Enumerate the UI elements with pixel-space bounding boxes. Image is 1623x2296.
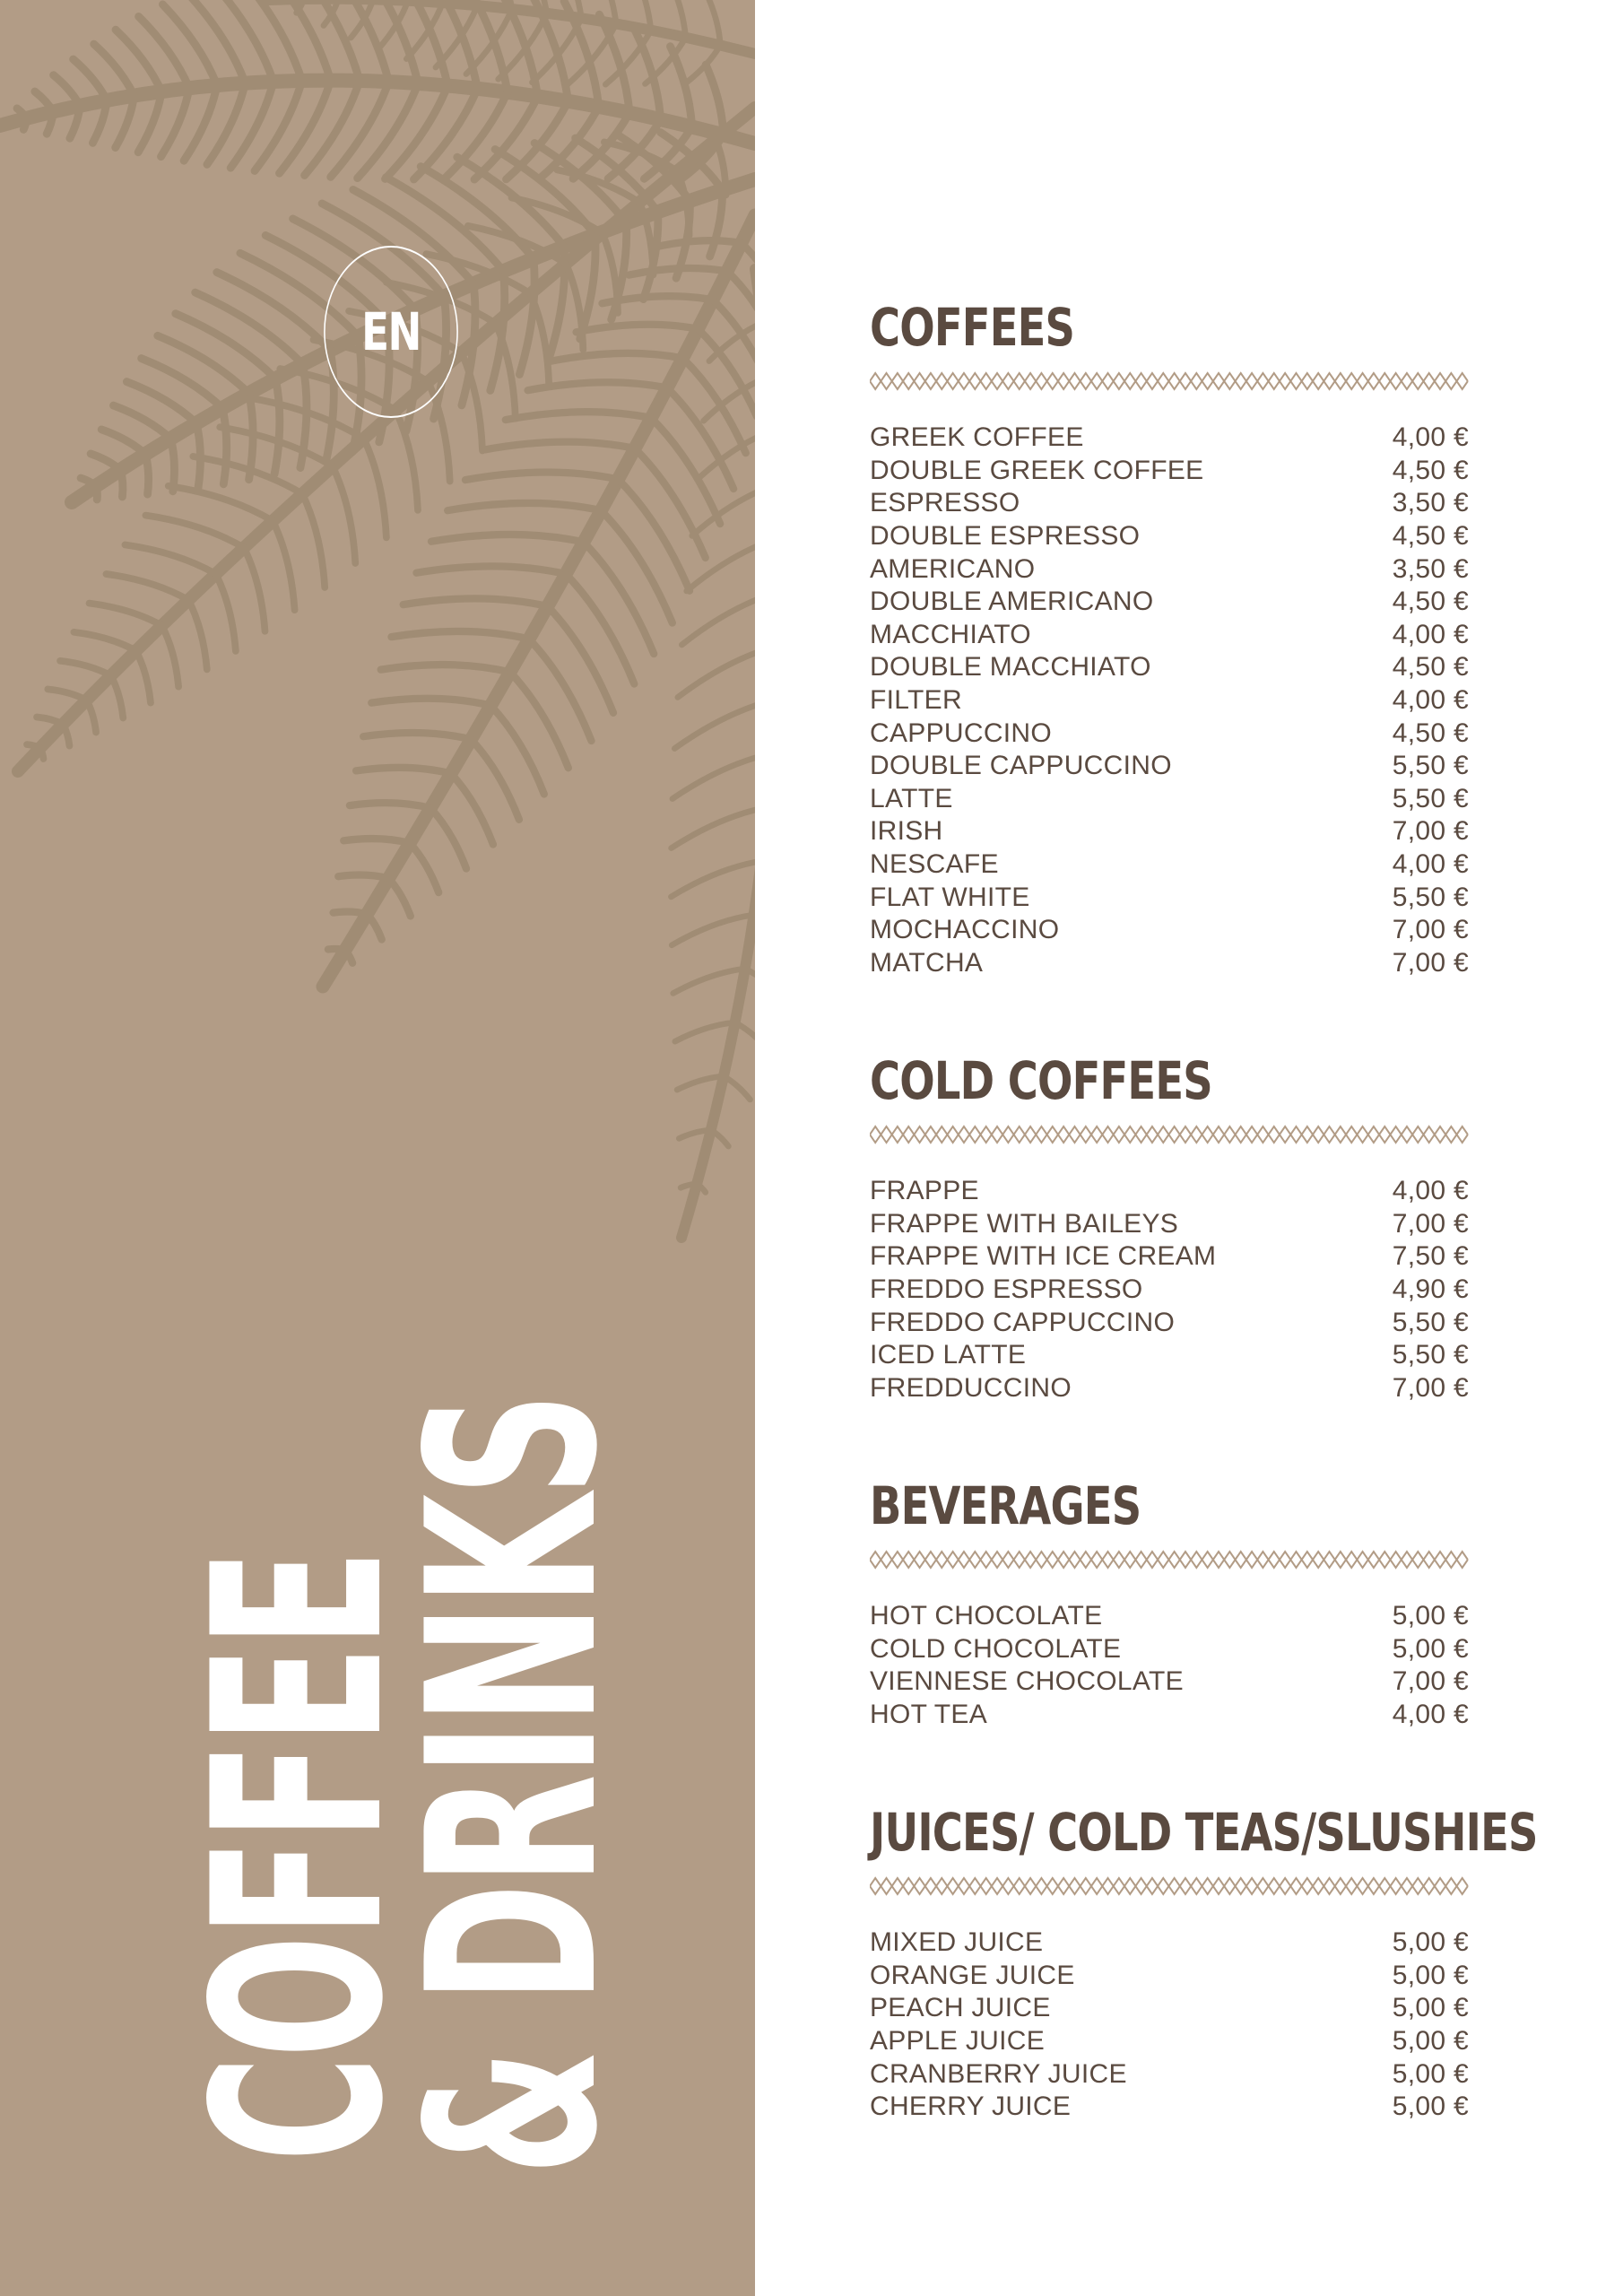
menu-item-name: PEACH JUICE [870, 1993, 1051, 2023]
menu-item [870, 1633, 1469, 1666]
menu-item-name: MIXED JUICE [870, 1927, 1044, 1958]
menu-item-name: FILTER [870, 685, 962, 716]
menu-item [870, 947, 1469, 980]
menu-item-name: FREDDO ESPRESSO [870, 1274, 1143, 1305]
menu-item-price: 4,50 € [1392, 718, 1469, 748]
menu-item [870, 684, 1469, 718]
menu-item-price: 4,00 € [1392, 422, 1469, 453]
menu-item-name: IRISH [870, 816, 943, 847]
left-panel [0, 0, 755, 2296]
menu-item-price: 5,00 € [1392, 1993, 1469, 2023]
menu-item [870, 1665, 1469, 1699]
menu-item-price: 5,00 € [1392, 1633, 1469, 1664]
section-title: COLD COFFEES [870, 1050, 1212, 1111]
menu-item-name: FREDDO CAPPUCCINO [870, 1307, 1176, 1337]
menu-item [870, 487, 1469, 520]
menu-item [870, 1699, 1469, 1732]
menu-item-price: 4,00 € [1392, 849, 1469, 880]
menu-item [870, 848, 1469, 882]
menu-item-name: VIENNESE CHOCOLATE [870, 1666, 1184, 1697]
menu-item [870, 1208, 1469, 1241]
menu-item-price: 3,50 € [1392, 553, 1469, 584]
menu-item-name: COLD CHOCOLATE [870, 1633, 1122, 1664]
zigzag-divider [870, 371, 1469, 391]
menu-item-price: 7,00 € [1392, 1666, 1469, 1697]
zigzag-divider [870, 1125, 1469, 1144]
menu-item [870, 552, 1469, 586]
menu-item-price: 5,50 € [1392, 1307, 1469, 1337]
menu-item [870, 750, 1469, 783]
section-items [870, 1600, 1469, 1731]
menu-item-price: 4,90 € [1392, 1274, 1469, 1305]
menu-item [870, 717, 1469, 750]
menu-item-name: FLAT WHITE [870, 882, 1030, 912]
menu-item-price: 5,50 € [1392, 1340, 1469, 1370]
menu-item-price: 7,00 € [1392, 1372, 1469, 1403]
menu-item-price: 4,00 € [1392, 685, 1469, 716]
menu-item [870, 1306, 1469, 1339]
section-items [870, 1175, 1469, 1405]
menu-item [870, 2057, 1469, 2091]
menu-title [164, 1394, 649, 2176]
menu-item-name: DOUBLE CAPPUCCINO [870, 751, 1172, 781]
menu-item-price: 5,00 € [1392, 2026, 1469, 2057]
menu-item [870, 914, 1469, 947]
menu-item-price: 5,50 € [1392, 751, 1469, 781]
zigzag-divider [870, 1876, 1469, 1896]
menu-item-price: 7,00 € [1392, 947, 1469, 978]
menu-item-name: FRAPPE WITH ICE CREAM [870, 1241, 1217, 1272]
menu-item-name: AMERICANO [870, 553, 1036, 584]
menu-section [870, 1474, 1469, 1731]
menu-item [870, 422, 1469, 455]
section-title: COFFEES [870, 297, 1075, 358]
menu-item-name: CHERRY JUICE [870, 2092, 1072, 2122]
menu-item-price: 5,00 € [1392, 1960, 1469, 1990]
menu-item-price: 5,00 € [1392, 2092, 1469, 2122]
menu-item-price: 5,50 € [1392, 783, 1469, 813]
menu-item [870, 2025, 1469, 2058]
menu-item-name: FRAPPE WITH BAILEYS [870, 1208, 1179, 1239]
section-title: JUICES/ COLD TEAS/SLUSHIES [870, 1802, 1538, 1863]
language-badge[interactable] [324, 246, 458, 418]
menu-section [870, 1801, 1538, 2124]
section-items [870, 422, 1469, 979]
menu-item-price: 4,50 € [1392, 455, 1469, 485]
menu-title-line-1: COFFEE [164, 1551, 435, 2162]
menu-section [870, 296, 1469, 979]
menu-item [870, 881, 1469, 914]
menu-item [870, 1175, 1469, 1208]
menu-item-name: DOUBLE MACCHIATO [870, 652, 1151, 683]
menu-item [870, 1992, 1469, 2025]
menu-item [870, 1339, 1469, 1372]
menu-item-price: 3,50 € [1392, 488, 1469, 518]
menu-item-price: 4,00 € [1392, 1700, 1469, 1730]
menu-item [870, 1926, 1469, 1960]
menu-item-name: GREEK COFFEE [870, 422, 1084, 453]
menu-item-name: CAPPUCCINO [870, 718, 1053, 748]
menu-section [870, 1049, 1469, 1405]
menu-item [870, 1274, 1469, 1307]
menu-item-name: ICED LATTE [870, 1340, 1027, 1370]
zigzag-divider [870, 1550, 1469, 1570]
menu-item-name: ORANGE JUICE [870, 1960, 1075, 1990]
menu-item [870, 586, 1469, 619]
menu-item-price: 7,00 € [1392, 1208, 1469, 1239]
menu-item-name: FREDDUCCINO [870, 1372, 1072, 1403]
menu-item-name: FRAPPE [870, 1176, 979, 1206]
menu-item [870, 619, 1469, 652]
menu-item-price: 5,50 € [1392, 882, 1469, 912]
menu-item-name: NESCAFE [870, 849, 999, 880]
language-badge-label: EN [361, 301, 421, 362]
menu-item-name: MOCHACCINO [870, 915, 1060, 945]
menu-item-name: APPLE JUICE [870, 2026, 1046, 2057]
section-title: BEVERAGES [870, 1475, 1141, 1536]
menu-item-price: 5,00 € [1392, 1927, 1469, 1958]
menu-item-price: 4,50 € [1392, 652, 1469, 683]
menu-item-name: LATTE [870, 783, 953, 813]
menu-item-name: MACCHIATO [870, 619, 1031, 649]
menu-item-price: 4,00 € [1392, 619, 1469, 649]
menu-item-name: CRANBERRY JUICE [870, 2058, 1127, 2089]
menu-title-line-2: & DRINKS [378, 1394, 649, 2176]
menu-item-name: HOT TEA [870, 1700, 988, 1730]
menu-item [870, 520, 1469, 553]
menu-item-name: MATCHA [870, 947, 984, 978]
palm-leaves-decoration [0, 0, 755, 1256]
menu-item [870, 1960, 1469, 1993]
menu-item-price: 7,00 € [1392, 816, 1469, 847]
menu-item [870, 783, 1469, 816]
menu-item-name: HOT CHOCOLATE [870, 1601, 1103, 1631]
menu-item-name: DOUBLE GREEK COFFEE [870, 455, 1204, 485]
menu-item [870, 1600, 1469, 1633]
menu-item [870, 2091, 1469, 2124]
section-items [870, 1926, 1469, 2124]
menu-item-price: 4,00 € [1392, 1176, 1469, 1206]
menu-item [870, 1240, 1469, 1274]
menu-item [870, 815, 1469, 848]
menu-item-price: 5,00 € [1392, 1601, 1469, 1631]
menu-item-price: 4,50 € [1392, 521, 1469, 552]
menu-item-name: DOUBLE AMERICANO [870, 587, 1154, 617]
menu-item [870, 651, 1469, 684]
menu-item-name: DOUBLE ESPRESSO [870, 521, 1141, 552]
menu-item-price: 7,50 € [1392, 1241, 1469, 1272]
menu-item-price: 7,00 € [1392, 915, 1469, 945]
menu-item [870, 455, 1469, 488]
menu-item-price: 4,50 € [1392, 587, 1469, 617]
menu-item-name: ESPRESSO [870, 488, 1020, 518]
menu-item-price: 5,00 € [1392, 2058, 1469, 2089]
menu-item [870, 1372, 1469, 1405]
